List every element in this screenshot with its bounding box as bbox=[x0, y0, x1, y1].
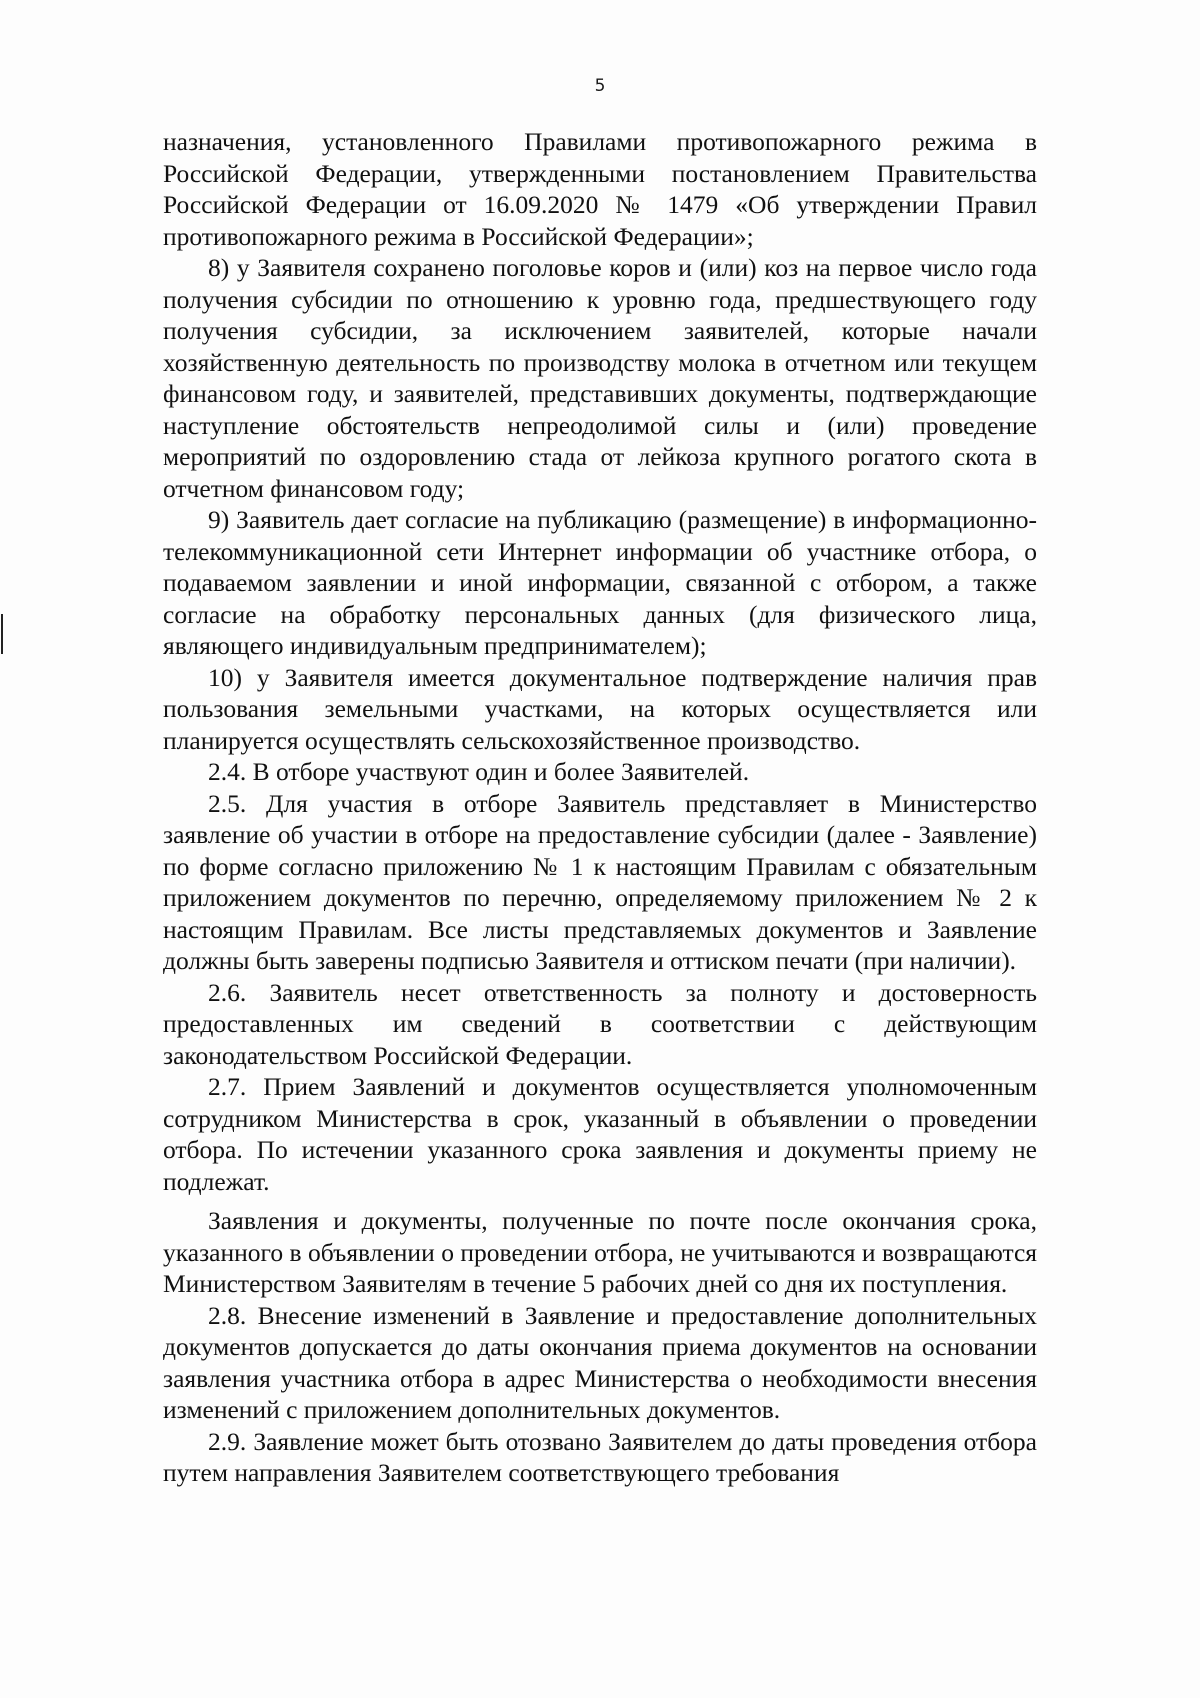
scan-margin-mark bbox=[1, 614, 3, 654]
paragraph-item-8: 8) у Заявителя сохранено поголовье коров и (или) коз на первое число года получения субсидии по отношению к уровню года, предшествующего году получения субсидии, за исключением заявителей, которые начали хозяйственную деятельность по производству молока в отчетном или текущем финансовом году, и заявителей, представивших документы, подтверждающие наступление обстоятельств непреодолимой силы и (или) проведение мероприятий по оздоровлению стада от лейкоза крупного рогатого скота в отчетном финансовом году; bbox=[163, 253, 1037, 503]
paragraph-continuation: назначения, установленного Правилами противопожарного режима в Российской Федерации, утвержденными постановлением Правительства Российской Федерации от 16.09.2020 № 1479 «Об утверждении Правил противопожарного режима в Российской Федерации»; bbox=[163, 127, 1037, 251]
paragraph-2-6: 2.6. Заявитель несет ответственность за полноту и достоверность предоставленных им сведений в соответствии с действующим законодательством Российской Федерации. bbox=[163, 977, 1037, 1070]
paragraph-2-9: 2.9. Заявление может быть отозвано Заявителем до даты проведения отбора путем направления Заявителем соответствующего требования bbox=[163, 1426, 1037, 1487]
paragraph-2-7: 2.7. Прием Заявлений и документов осуществляется уполномоченным сотрудником Министерства в срок, указанный в объявлении о проведении отбора. По истечении указанного срока заявления и документы приему не подлежат. bbox=[163, 1072, 1037, 1196]
paragraph-2-5: 2.5. Для участия в отборе Заявитель представляет в Министерство заявление об участии в отборе на предоставление субсидии (далее - Заявление) по форме согласно приложению № 1 к настоящим Правилам с обязательным приложением документов по перечню, определяемому приложением № 2 к настоящим Правилам. Все листы представляемых документов и Заявление должны быть заверены подписью Заявителя и оттиском печати (при наличии). bbox=[163, 788, 1037, 975]
document-body bbox=[163, 126, 1037, 1489]
page-number: 5 bbox=[594, 76, 606, 96]
paragraph-2-7-note: Заявления и документы, полученные по почте после окончания срока, указанного в объявлении о проведении отбора, не учитываются и возвращаются Министерством Заявителям в течение 5 рабочих дней со дня их поступления. bbox=[163, 1206, 1037, 1298]
paragraph-item-9: 9) Заявитель дает согласие на публикацию (размещение) в информационно-телекоммуникационной сети Интернет информации об участнике отбора, о подаваемом заявлении и иной информации, связанной с отбором, а также согласие на обработку персональных данных (для физического лица, являющего индивидуальным предпринимателем); bbox=[163, 505, 1037, 660]
paragraph-item-10: 10) у Заявителя имеется документальное подтверждение наличия прав пользования земельными участками, на которых осуществляется или планируется осуществлять сельскохозяйственное производство. bbox=[163, 662, 1037, 755]
paragraph-2-8: 2.8. Внесение изменений в Заявление и предоставление дополнительных документов допускается до даты окончания приема документов на основании заявления участника отбора в адрес Министерства о необходимости внесения изменений с приложением дополнительных документов. bbox=[163, 1300, 1037, 1424]
paragraph-2-4: 2.4. В отборе участвуют один и более Заявителей. bbox=[208, 757, 750, 786]
